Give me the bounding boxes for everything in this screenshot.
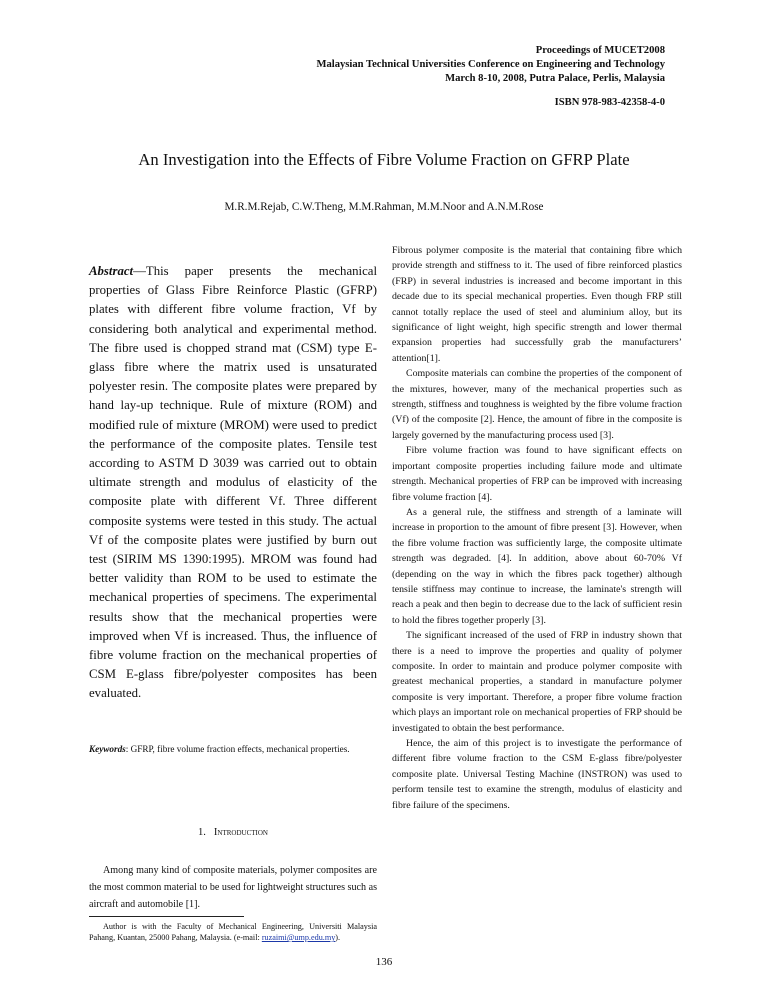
abstract-label: Abstract [89,264,134,278]
footnote-text: Author is with the Faculty of Mechanical Engineering, Universiti Malaysia Pahang, Kuantan, 25000 Pahang, Malaysia. (e-mail: [89,922,377,942]
right-column-body [392,243,682,813]
conference-date-venue: March 8-10, 2008, Putra Palace, Perlis, Malaysia [445,73,665,84]
abstract [89,262,377,704]
keywords-text: : GFRP, fibre volume fraction effects, mechanical properties. [125,744,350,754]
body-paragraph-2: Composite materials can combine the properties of the component of the mixtures, however, many of the mechanical properties such as strength, stiffness and toughness is weighted by the fibre volume fraction (Vf) of the composite [2]. Hence, the amount of fibre in the composite is largely governed by the manufacturing process used [3]. [392,368,682,441]
paper-title: An Investigation into the Effects of Fibre Volume Fraction on GFRP Plate [138,150,630,169]
intro-paragraph: Among many kind of composite materials, polymer composites are the most common material to be used for lightweight structures such as aircraft and automobile [1]. [89,865,377,910]
keywords [89,742,377,756]
page-number: 136 [375,956,393,968]
abstract-text: —This paper presents the mechanical properties of Glass Fibre Reinforce Plastic (GFRP) plates with different fibre volume fraction, Vf by considering both analytical and experimental method. The fibre used is chopped strand mat (CSM) type E-glass fibre where the matrix used is unsaturated polyester resin. The composite plates were prepared by hand lay-up technique. Rule of mixture (ROM) and modified rule of mixture (MROM) were used to predict the performance of the composite plates. Tensile test according to ASTM D 3039 was carried out to obtain ultimate strength and modulus of elasticity of the composite plate with different Vf. Three different composite systems were tested in this study. The actual Vf of the composite plates were justified by burn out test (SIRIM MS 1390:1995). MROM was found had better validity than ROM to be used to estimate the mechanical properties of specimens. The experimental results show that the mechanical properties were improved when Vf is increased. Thus, the influence of fibre volume fraction on the mechanical properties of CSM E-glass fibre/polyester composites has been evaluated. [89,264,377,701]
keywords-label: Keywords [89,744,126,754]
author-email-link[interactable]: ruzaimi@ump.edu.my [261,933,336,942]
footnote-end: ). [335,933,341,942]
author-list: M.R.M.Rejab, C.W.Theng, M.M.Rahman, M.M.Noor and A.N.M.Rose [224,201,544,213]
author-footnote [89,921,377,943]
footnote-divider [89,916,244,917]
body-paragraph-6: Hence, the aim of this project is to investigate the performance of different fibre volume fraction to the CSM E-glass fibre/polyester composite plate. Universal Testing Machine (INSTRON) was used to perform tensile test to examine the strength, modulus of elasticity and fibre failure of the specimens. [392,738,682,811]
body-paragraph-3: Fibre volume fraction was found to have significant effects on important composite properties including failure mode and ultimate strength. Mechanical properties of FRP can be improved with increasing fibre volume fraction [4]. [392,445,682,503]
section-title: Introduction [213,827,268,838]
proceedings-title: Proceedings of MUCET2008 [535,45,665,56]
isbn: ISBN 978-983-42358-4-0 [554,97,665,108]
body-paragraph-4: As a general rule, the stiffness and strength of a laminate will increase in proportion to the amount of fibre present [3]. However, when the fibre volume fraction was sufficiently large, the composite ultimate strength was degraded. [4]. In addition, above about 60-70% Vf (depending on the way in which the fibres pack together) although tensile stiffness may continue to increase, the laminate's strength will reach a peak and then begin to decrease due to the lack of sufficient resin to hold the fibres together properly [3]. [392,506,682,626]
body-paragraph-5: The significant increased of the used of FRP in industry shown that there is a need to improve the properties and quality of polymer composite. In order to maintain and produce polymer composite with greatest mechanical properties, a standard in manufacture polymer composite is very important. Therefore, a proper fibre volume fraction which plays an important role on mechanical properties of FRP should be investigated to obtain the best performance. [392,630,682,734]
section-number: 1. [198,827,206,838]
section-heading [89,827,377,838]
conference-name: Malaysian Technical Universities Conference on Engineering and Technology [316,59,665,70]
body-paragraph-1: Fibrous polymer composite is the material that containing fibre which provide strength and stiffness to it. The used of fibre reinforced plastics (FRP) in several industries is increased and become important in this decade due to its special mechanical properties. Even though FRP still cannot totally replace the used of steel and aluminium alloy, but its significance of light weight, high specific strength and lower thermal expansion properties had successfully grab the manufacturers’ attention[1]. [392,245,682,364]
